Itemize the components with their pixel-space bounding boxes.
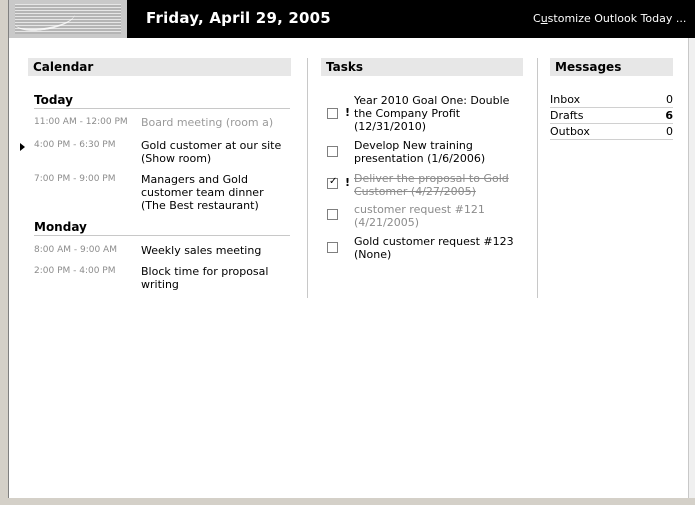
event-time: 7:00 PM - 9:00 PM [34, 174, 116, 184]
folder-count: 6 [665, 109, 673, 122]
day-heading-monday: Monday [34, 220, 87, 234]
high-importance-icon: ! [345, 106, 351, 119]
task-item[interactable]: customer request #121 (4/21/2005) [354, 203, 485, 229]
folder-divider [550, 123, 673, 124]
task-item-completed[interactable]: Deliver the proposal to Gold Customer (4/27/2005) [354, 172, 509, 198]
event-time: 4:00 PM - 6:30 PM [34, 140, 116, 150]
event-time: 2:00 PM - 4:00 PM [34, 266, 116, 276]
column-divider [537, 58, 538, 298]
folder-divider [550, 139, 673, 140]
calendar-section-header[interactable]: Calendar [28, 58, 291, 76]
window-bottom-border [0, 498, 695, 505]
task-checkbox[interactable] [327, 242, 338, 253]
column-divider [307, 58, 308, 298]
window-left-border [0, 0, 9, 505]
day-divider [34, 108, 290, 109]
message-folder-inbox[interactable] [550, 93, 673, 106]
folder-divider [550, 107, 673, 108]
folder-name: Outbox [550, 125, 590, 138]
task-item[interactable]: Year 2010 Goal One: Double the Company Profit (12/31/2010) [354, 94, 510, 133]
messages-section-header[interactable]: Messages [550, 58, 673, 76]
message-folder-drafts[interactable] [550, 109, 673, 122]
current-date: Friday, April 29, 2005 [146, 9, 331, 27]
task-item[interactable]: Develop New training presentation (1/6/2006) [354, 139, 486, 165]
day-heading-today: Today [34, 93, 73, 107]
folder-name: Inbox [550, 93, 581, 106]
calendar-event[interactable]: Gold customer at our site (Show room) [141, 139, 282, 165]
day-divider [34, 235, 290, 236]
folder-name: Drafts [550, 109, 584, 122]
calendar-event[interactable]: Block time for proposal writing [141, 265, 269, 291]
high-importance-icon: ! [345, 176, 351, 189]
folder-count: 0 [666, 125, 673, 138]
vertical-scrollbar[interactable] [688, 38, 695, 498]
outlook-today-header [9, 0, 695, 38]
task-checkbox[interactable] [327, 108, 338, 119]
current-event-arrow-icon [20, 143, 25, 151]
calendar-event[interactable]: Weekly sales meeting [141, 244, 262, 257]
event-time: 8:00 AM - 9:00 AM [34, 245, 117, 255]
task-checkbox[interactable] [327, 209, 338, 220]
customize-outlook-today-link[interactable]: Customize Outlook Today ... [533, 12, 687, 25]
calendar-event[interactable]: Board meeting (room a) [141, 116, 274, 129]
message-folder-outbox[interactable] [550, 125, 673, 138]
outlook-today-logo [9, 0, 127, 38]
folder-count: 0 [666, 93, 673, 106]
event-time: 11:00 AM - 12:00 PM [34, 117, 128, 127]
calendar-event[interactable]: Managers and Gold customer team dinner (The Best restaurant) [141, 173, 264, 212]
task-item[interactable]: Gold customer request #123 (None) [354, 235, 514, 261]
tasks-section-header[interactable]: Tasks [321, 58, 523, 76]
task-checkbox[interactable] [327, 146, 338, 157]
task-checkbox-checked[interactable] [327, 178, 338, 189]
